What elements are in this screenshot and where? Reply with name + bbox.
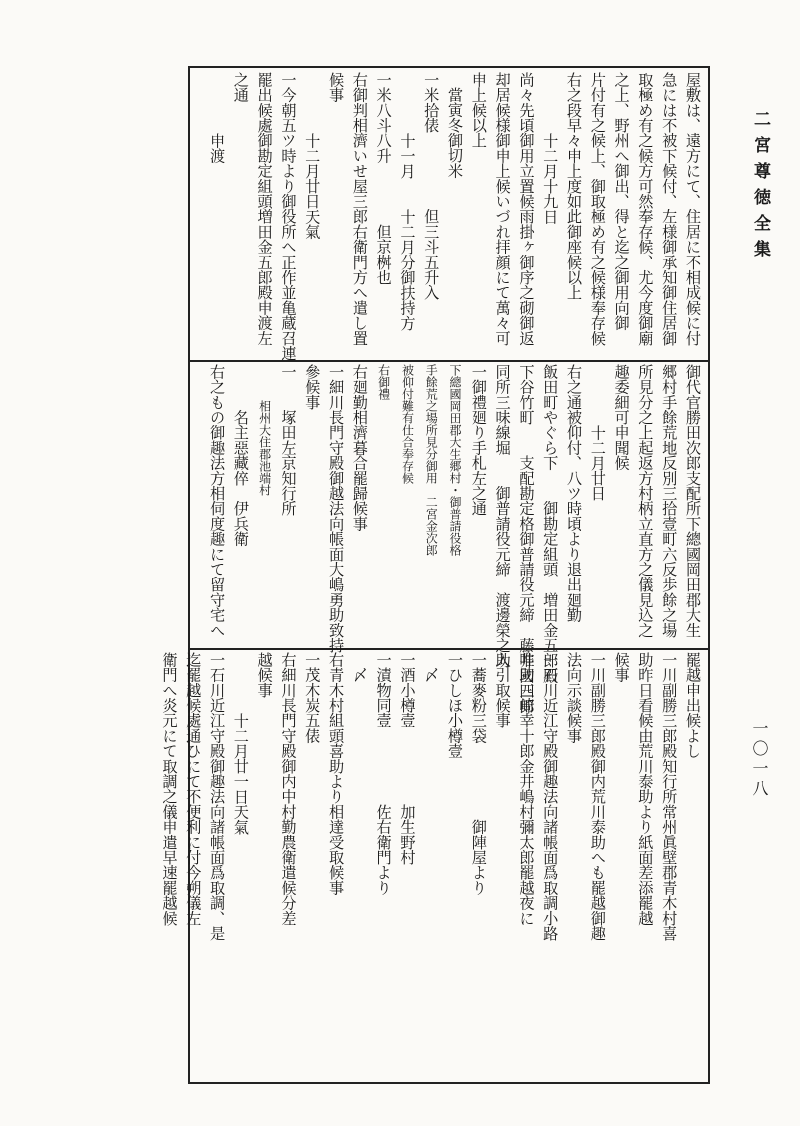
text-column: 入引取候事 <box>493 652 512 728</box>
text-column: 助昨日看候由荒川泰助より紙面差添罷越 <box>636 652 655 926</box>
text-column: 一漬物同壹 佐右衛門より <box>374 652 393 896</box>
page-number: 一〇一八 <box>750 720 769 800</box>
text-column: 同所三味線堀 御普請役元締 渡邊榮之助 <box>493 364 512 668</box>
text-column: 之通 <box>231 72 250 103</box>
section-divider-lower <box>188 648 710 650</box>
text-column: 急には不被下候付、左様御承知御住居御 <box>660 72 679 346</box>
text-column: 法向示談候事 <box>565 652 584 744</box>
text-column: 衛門へ炎元にて取調之儀申遣早速罷越候 <box>160 652 179 926</box>
text-column: 申上候以上 <box>469 72 488 148</box>
text-column: 名主惡藏倅 伊兵衛 <box>231 364 250 547</box>
text-section-bottom <box>160 652 704 1078</box>
text-column: 十二月廿日 <box>588 424 607 501</box>
text-column: 右細川長門守殿御内中村勤農衛遣候分差 <box>279 652 298 926</box>
text-column: 唯助三崎幸十郎金井嶋村彌太郎罷越夜に <box>517 652 536 926</box>
text-column: 〆 <box>422 667 441 683</box>
text-column: 十二月廿日天氣 <box>303 132 322 240</box>
section-divider-upper <box>188 360 710 362</box>
text-column: 右之通被仰付、八ツ時頃より退出廻勤 <box>565 364 584 623</box>
text-column: 一川副勝三郎殿知行所常州眞壁郡青木村喜 <box>660 652 679 941</box>
text-column: 下總國岡田郡大生郷村・御普請役格 <box>448 364 463 556</box>
text-column: 取極め有之候方可然奉存候、尤今度御廟 <box>636 72 655 346</box>
text-column: 一 塚田左京知行所 <box>279 364 298 516</box>
text-column: 迄罷越候處通ひにて不便利に付今朔儀左 <box>184 652 203 926</box>
text-column: 一酒小樽壹 加生野村 <box>398 652 417 865</box>
text-column: 一石川近江守殿御趣法向諸帳面爲取調、是 <box>208 652 227 941</box>
text-column: 右御禮 <box>376 364 391 400</box>
text-column: 參候事 <box>303 364 322 410</box>
text-column: 所見分之上起返方村柄立直方之儀見込之 <box>636 364 655 638</box>
text-column: 一御禮廻り手札左之通 <box>469 364 488 516</box>
text-column: 右青木村組頭喜助より相達受取候事 <box>327 652 346 896</box>
text-column: 尚々先頃御用立置候雨掛ヶ御序之砌御返 <box>517 72 536 346</box>
text-column: 被仰付難有仕合奉存候 <box>400 364 415 484</box>
text-column: 一細川長門守殿御越法向帳面大嶋勇助致持 <box>327 364 346 653</box>
text-section-top <box>194 72 704 361</box>
text-column: 一川副勝三郎殿御内荒川泰助へも罷越御趣 <box>588 652 607 941</box>
text-column: 右御判相濟いせ屋三郎右衛門方へ遣し置 <box>350 72 369 346</box>
text-column: 一石川近江守殿御趣法向諸帳面爲取調小路 <box>541 652 560 941</box>
text-column: 十二月廿一日天氣 <box>231 712 250 835</box>
text-column: 下谷竹町 支配勘定格御普請役元締 藤井國四郎 <box>517 364 536 714</box>
text-column: 御代官勝田次郎支配所下總國岡田郡大生 <box>684 364 702 638</box>
text-column: 罷出候處御勘定組頭増田金五郎殿申渡左 <box>255 72 274 346</box>
text-column: 相州大住郡池端村 <box>257 364 272 496</box>
text-column: 右之もの御趣法方相伺度趣にて留守宅へ <box>208 364 227 638</box>
text-column: 候事 <box>327 72 346 103</box>
text-column: 〆 <box>350 667 369 683</box>
text-column: 之上、野州へ御出、得と迄之御用向御 <box>612 72 631 331</box>
text-column: 十二月十九日 <box>541 132 560 224</box>
text-column: 十一月 十二月分御扶持方 <box>398 132 417 331</box>
text-column: 越候事 <box>255 652 274 698</box>
text-column: 飯田町やぐら下 御勘定組頭 増田金五郎殿 <box>541 364 560 684</box>
text-column: 却居候様御申上候いづれ拝顔にて萬々可 <box>493 72 512 346</box>
text-column: 一茂木炭五俵 <box>303 652 322 744</box>
text-column: 手餘荒之場所見分御用 二宮金次郎 <box>424 364 439 556</box>
text-column: 一ひしほ小樽壹 <box>446 652 465 759</box>
text-column: 當寅冬御切米 <box>446 87 465 179</box>
text-column: 一米拾俵 但三斗五升入 <box>422 72 441 300</box>
text-column: 右廻勤相濟暮合罷歸候事 <box>350 364 369 532</box>
text-column: 申渡 <box>208 132 227 164</box>
text-column: 屋敷は、遠方にて、住居に不相成候に付 <box>684 72 702 346</box>
text-column: 一今朝五ツ時より御役所へ正作並亀蔵召連 <box>279 72 298 361</box>
text-column: 候事 <box>612 652 631 683</box>
text-column: 一蕎麥粉三袋 御陣屋より <box>469 652 488 896</box>
text-column: 郷村手餘荒地反別三拾壹町六反歩餘之場 <box>660 364 679 638</box>
text-column: 罷越申出候よし <box>684 652 702 759</box>
text-column: 一米八斗八升 但京桝也 <box>374 72 393 285</box>
text-column: 片付有之候上、御取極め有之候様奉存候 <box>588 72 607 346</box>
text-column: 右之段早々申上度如此御座候以上 <box>565 72 584 300</box>
text-column: 趣委細可申聞候 <box>612 364 631 471</box>
book-title: 二宮尊徳全集 <box>750 110 770 266</box>
